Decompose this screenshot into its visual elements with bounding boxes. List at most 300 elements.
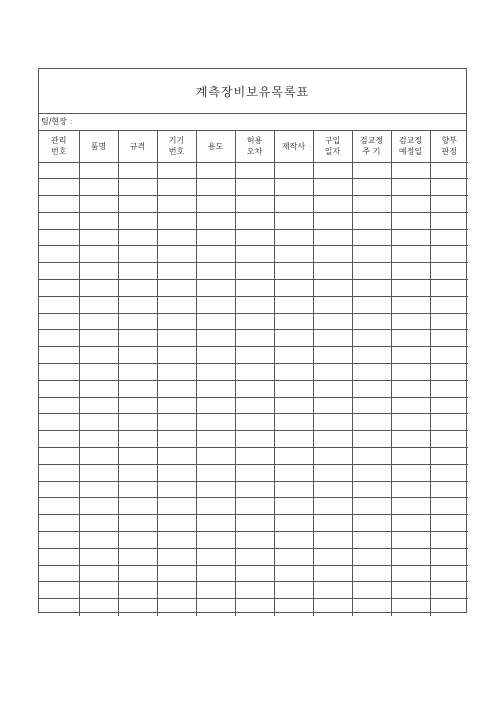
table-cell <box>118 498 157 515</box>
table-cell <box>196 532 235 549</box>
table-cell <box>391 481 430 498</box>
table-cell <box>391 246 430 263</box>
table-cell <box>39 263 79 280</box>
table-cell <box>157 431 196 448</box>
table-cell <box>430 296 468 313</box>
table-row <box>39 532 468 549</box>
table-cell <box>274 196 313 213</box>
table-cell <box>235 582 274 599</box>
table-cell <box>430 448 468 465</box>
table-cell <box>430 263 468 280</box>
table-cell <box>157 347 196 364</box>
table-cell <box>196 448 235 465</box>
table-cell <box>313 448 352 465</box>
table-cell <box>391 296 430 313</box>
table-cell <box>313 280 352 297</box>
table-cell <box>391 548 430 565</box>
table-cell <box>118 515 157 532</box>
table-cell <box>157 599 196 616</box>
table-cell <box>313 380 352 397</box>
table-cell <box>118 330 157 347</box>
table-cell <box>235 196 274 213</box>
col-header-usage: 용도 <box>196 131 235 162</box>
table-cell <box>274 313 313 330</box>
table-cell <box>391 397 430 414</box>
col-header-judgment: 향부 판정 <box>430 131 468 162</box>
table-cell <box>313 464 352 481</box>
table-cell <box>157 548 196 565</box>
table-cell <box>39 347 79 364</box>
table-cell <box>79 179 118 196</box>
table-cell <box>118 229 157 246</box>
table-cell <box>313 246 352 263</box>
table-cell <box>235 414 274 431</box>
table-cell <box>196 330 235 347</box>
table-cell <box>39 515 79 532</box>
table-cell <box>235 515 274 532</box>
table-cell <box>79 380 118 397</box>
table-cell <box>391 212 430 229</box>
table-cell <box>235 565 274 582</box>
table-cell <box>39 548 79 565</box>
table-cell <box>274 565 313 582</box>
table-cell <box>118 548 157 565</box>
table-cell <box>39 582 79 599</box>
table-cell <box>157 448 196 465</box>
table-cell <box>235 397 274 414</box>
table-cell <box>352 565 391 582</box>
table-cell <box>391 263 430 280</box>
table-cell <box>118 397 157 414</box>
table-cell <box>118 179 157 196</box>
table-cell <box>79 330 118 347</box>
table-cell <box>352 515 391 532</box>
table-cell <box>352 414 391 431</box>
inventory-form <box>38 68 467 613</box>
table-cell <box>39 246 79 263</box>
table-cell <box>118 263 157 280</box>
table-cell <box>352 464 391 481</box>
table-row <box>39 565 468 582</box>
table-cell <box>196 380 235 397</box>
table-cell <box>79 599 118 616</box>
table-cell <box>39 599 79 616</box>
table-cell <box>391 380 430 397</box>
table-cell <box>118 364 157 381</box>
table-cell <box>430 397 468 414</box>
table-cell <box>430 582 468 599</box>
table-cell <box>391 229 430 246</box>
col-header-device-no: 기기 번호 <box>157 131 196 162</box>
table-cell <box>79 263 118 280</box>
table-cell <box>274 515 313 532</box>
table-cell <box>79 296 118 313</box>
table-cell <box>157 414 196 431</box>
table-cell <box>79 498 118 515</box>
table-cell <box>196 212 235 229</box>
table-cell <box>313 296 352 313</box>
table-row <box>39 481 468 498</box>
table-cell <box>313 397 352 414</box>
site-row <box>39 114 466 131</box>
table-cell <box>196 431 235 448</box>
table-cell <box>39 229 79 246</box>
table-cell <box>157 280 196 297</box>
table-cell <box>196 179 235 196</box>
table-cell <box>118 246 157 263</box>
table-cell <box>274 162 313 179</box>
table-cell <box>79 212 118 229</box>
table-cell <box>196 347 235 364</box>
table-cell <box>430 162 468 179</box>
table-cell <box>430 481 468 498</box>
table-cell <box>430 498 468 515</box>
table-cell <box>430 196 468 213</box>
table-cell <box>39 280 79 297</box>
table-cell <box>352 196 391 213</box>
table-cell <box>274 448 313 465</box>
table-cell <box>352 481 391 498</box>
table-row <box>39 296 468 313</box>
table-cell <box>39 296 79 313</box>
table-cell <box>430 179 468 196</box>
table-cell <box>235 330 274 347</box>
inventory-table <box>39 131 468 616</box>
table-row <box>39 246 468 263</box>
table-cell <box>430 599 468 616</box>
table-cell <box>79 448 118 465</box>
table-cell <box>391 196 430 213</box>
col-header-calibration-due: 검교정 예정일 <box>391 131 430 162</box>
table-cell <box>235 296 274 313</box>
table-cell <box>430 515 468 532</box>
table-cell <box>79 196 118 213</box>
table-cell <box>391 582 430 599</box>
table-cell <box>352 347 391 364</box>
table-row <box>39 330 468 347</box>
table-cell <box>352 162 391 179</box>
table-cell <box>196 263 235 280</box>
table-cell <box>157 162 196 179</box>
table-cell <box>313 229 352 246</box>
table-cell <box>196 296 235 313</box>
table-cell <box>430 330 468 347</box>
site-separator: : <box>69 117 73 126</box>
table-cell <box>118 162 157 179</box>
table-cell <box>274 431 313 448</box>
table-cell <box>391 347 430 364</box>
table-cell <box>79 414 118 431</box>
table-cell <box>39 397 79 414</box>
table-cell <box>313 347 352 364</box>
table-cell <box>157 498 196 515</box>
table-cell <box>274 229 313 246</box>
table-cell <box>157 481 196 498</box>
table-cell <box>157 330 196 347</box>
table-cell <box>430 414 468 431</box>
table-cell <box>274 179 313 196</box>
table-cell <box>118 212 157 229</box>
table-cell <box>274 212 313 229</box>
table-cell <box>157 313 196 330</box>
table-cell <box>157 364 196 381</box>
col-header-spec: 규격 <box>118 131 157 162</box>
table-cell <box>39 212 79 229</box>
table-cell <box>39 448 79 465</box>
table-row <box>39 280 468 297</box>
table-cell <box>235 179 274 196</box>
table-cell <box>313 565 352 582</box>
table-cell <box>313 212 352 229</box>
table-cell <box>39 196 79 213</box>
table-cell <box>274 246 313 263</box>
table-cell <box>79 162 118 179</box>
table-cell <box>352 532 391 549</box>
table-cell <box>274 380 313 397</box>
table-cell <box>196 364 235 381</box>
table-cell <box>79 464 118 481</box>
table-row <box>39 212 468 229</box>
table-cell <box>118 565 157 582</box>
table-cell <box>196 599 235 616</box>
table-cell <box>352 179 391 196</box>
table-cell <box>118 481 157 498</box>
col-header-manufacturer: 제작사 <box>274 131 313 162</box>
table-cell <box>313 599 352 616</box>
table-cell <box>157 464 196 481</box>
table-cell <box>274 582 313 599</box>
table-cell <box>196 548 235 565</box>
table-row <box>39 229 468 246</box>
table-cell <box>430 364 468 381</box>
table-cell <box>313 582 352 599</box>
table-cell <box>157 532 196 549</box>
table-cell <box>274 347 313 364</box>
table-cell <box>79 397 118 414</box>
table-cell <box>39 330 79 347</box>
table-cell <box>391 179 430 196</box>
table-row <box>39 464 468 481</box>
table-cell <box>235 229 274 246</box>
table-row <box>39 548 468 565</box>
site-label: 팀/현장 <box>41 117 67 126</box>
table-cell <box>235 599 274 616</box>
table-cell <box>79 565 118 582</box>
table-cell <box>391 280 430 297</box>
table-cell <box>79 532 118 549</box>
table-row <box>39 179 468 196</box>
table-cell <box>118 582 157 599</box>
col-header-tolerance: 허용 오차 <box>235 131 274 162</box>
table-cell <box>196 313 235 330</box>
table-cell <box>39 532 79 549</box>
table-cell <box>196 397 235 414</box>
table-cell <box>196 280 235 297</box>
table-cell <box>352 330 391 347</box>
table-cell <box>274 330 313 347</box>
table-cell <box>118 414 157 431</box>
table-cell <box>430 565 468 582</box>
table-cell <box>313 548 352 565</box>
col-header-calibration-cycle: 검교정 주 기 <box>352 131 391 162</box>
table-cell <box>391 313 430 330</box>
table-cell <box>196 414 235 431</box>
table-row <box>39 515 468 532</box>
table-cell <box>352 313 391 330</box>
table-cell <box>313 498 352 515</box>
table-cell <box>391 565 430 582</box>
table-cell <box>235 212 274 229</box>
table-cell <box>313 179 352 196</box>
table-cell <box>157 397 196 414</box>
table-cell <box>118 380 157 397</box>
table-cell <box>352 431 391 448</box>
table-cell <box>391 515 430 532</box>
table-cell <box>196 565 235 582</box>
table-cell <box>235 347 274 364</box>
table-cell <box>313 162 352 179</box>
table-cell <box>274 397 313 414</box>
table-cell <box>430 347 468 364</box>
table-cell <box>39 431 79 448</box>
table-cell <box>352 280 391 297</box>
table-cell <box>352 380 391 397</box>
form-title: 계측장비보유목록표 <box>195 84 310 99</box>
col-header-purchase-date: 구입 일자 <box>313 131 352 162</box>
table-cell <box>196 162 235 179</box>
table-cell <box>430 280 468 297</box>
table-cell <box>235 431 274 448</box>
table-cell <box>39 565 79 582</box>
table-cell <box>274 532 313 549</box>
table-cell <box>196 196 235 213</box>
table-cell <box>196 246 235 263</box>
table-row <box>39 263 468 280</box>
table-cell <box>352 212 391 229</box>
table-row <box>39 431 468 448</box>
table-cell <box>430 532 468 549</box>
table-row <box>39 313 468 330</box>
table-cell <box>391 448 430 465</box>
table-cell <box>391 532 430 549</box>
table-cell <box>235 280 274 297</box>
table-cell <box>391 431 430 448</box>
table-cell <box>79 548 118 565</box>
table-cell <box>79 229 118 246</box>
col-header-mgmt-no: 관리 번호 <box>39 131 79 162</box>
table-cell <box>157 246 196 263</box>
table-cell <box>313 414 352 431</box>
table-cell <box>79 246 118 263</box>
table-cell <box>157 565 196 582</box>
table-cell <box>235 532 274 549</box>
table-row <box>39 498 468 515</box>
table-cell <box>118 448 157 465</box>
table-cell <box>235 380 274 397</box>
table-cell <box>391 414 430 431</box>
table-cell <box>79 347 118 364</box>
table-cell <box>196 582 235 599</box>
table-cell <box>196 515 235 532</box>
table-cell <box>157 229 196 246</box>
table-cell <box>39 481 79 498</box>
table-cell <box>391 162 430 179</box>
table-row <box>39 364 468 381</box>
table-cell <box>352 364 391 381</box>
table-cell <box>313 263 352 280</box>
table-cell <box>274 599 313 616</box>
table-cell <box>79 280 118 297</box>
table-cell <box>118 196 157 213</box>
table-cell <box>274 263 313 280</box>
table-cell <box>196 229 235 246</box>
table-cell <box>235 263 274 280</box>
table-cell <box>313 330 352 347</box>
table-cell <box>430 212 468 229</box>
table-cell <box>313 515 352 532</box>
table-cell <box>118 347 157 364</box>
table-cell <box>79 431 118 448</box>
table-cell <box>313 532 352 549</box>
table-cell <box>39 380 79 397</box>
table-cell <box>274 498 313 515</box>
table-cell <box>118 280 157 297</box>
table-cell <box>235 464 274 481</box>
table-cell <box>157 515 196 532</box>
table-cell <box>391 464 430 481</box>
table-cell <box>352 599 391 616</box>
table-cell <box>235 498 274 515</box>
table-row <box>39 196 468 213</box>
table-cell <box>430 229 468 246</box>
table-cell <box>196 464 235 481</box>
table-cell <box>352 397 391 414</box>
table-cell <box>391 330 430 347</box>
table-cell <box>274 548 313 565</box>
table-row <box>39 162 468 179</box>
table-row <box>39 380 468 397</box>
table-body <box>39 162 468 616</box>
col-header-item-name: 품명 <box>79 131 118 162</box>
table-cell <box>157 196 196 213</box>
table-cell <box>430 548 468 565</box>
table-cell <box>274 464 313 481</box>
table-cell <box>157 212 196 229</box>
table-cell <box>39 498 79 515</box>
table-cell <box>235 313 274 330</box>
table-cell <box>352 296 391 313</box>
table-cell <box>313 313 352 330</box>
table-cell <box>118 313 157 330</box>
table-cell <box>39 179 79 196</box>
table-cell <box>39 162 79 179</box>
table-cell <box>118 296 157 313</box>
table-cell <box>79 364 118 381</box>
table-cell <box>391 364 430 381</box>
table-cell <box>274 280 313 297</box>
table-row <box>39 599 468 616</box>
table-cell <box>274 481 313 498</box>
table-cell <box>118 464 157 481</box>
table-cell <box>235 548 274 565</box>
table-cell <box>235 364 274 381</box>
table-cell <box>352 548 391 565</box>
table-cell <box>352 448 391 465</box>
table-cell <box>79 481 118 498</box>
table-row <box>39 414 468 431</box>
table-row <box>39 347 468 364</box>
table-cell <box>313 431 352 448</box>
